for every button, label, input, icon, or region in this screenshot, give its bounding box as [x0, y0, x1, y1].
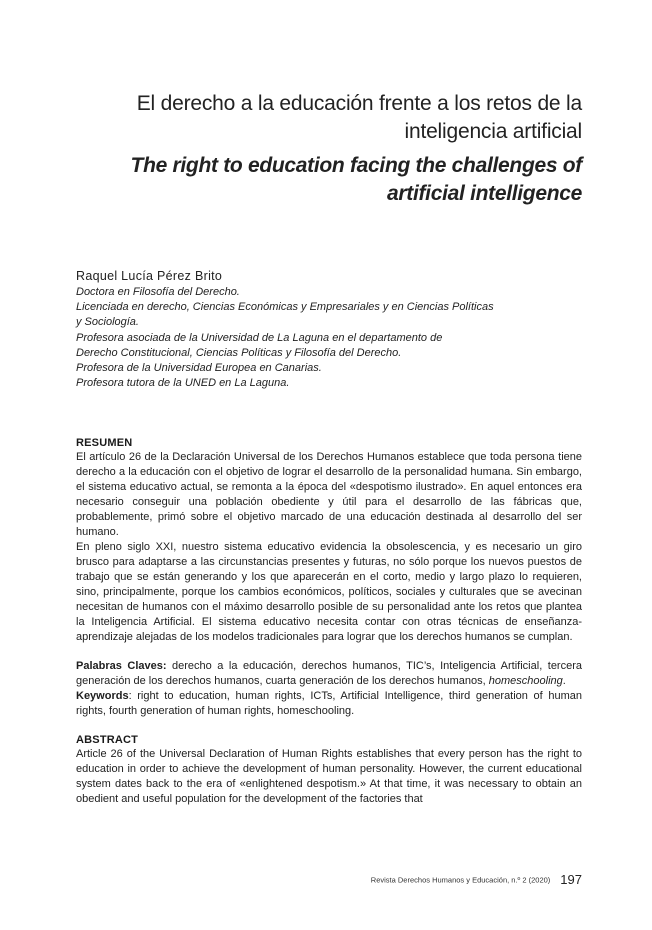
title-english-line-2: artificial intelligence	[387, 182, 582, 205]
palabras-claves-italic: homeschooling	[488, 675, 563, 687]
palabras-claves	[76, 659, 582, 689]
keywords-label: Keywords	[76, 690, 129, 702]
title-spanish-line-1: El derecho a la educación frente a los retos de la	[136, 92, 582, 115]
author-affiliation: Profesora de la Universidad Europea en Canarias.	[76, 362, 322, 375]
title-english-line-1: The right to education facing the challenges of	[130, 154, 582, 177]
page-number: 197	[560, 872, 582, 888]
abstract-heading: ABSTRACT	[76, 734, 139, 746]
author-affiliation: Derecho Constitucional, Ciencias Políticas y Filosofía del Derecho.	[76, 346, 402, 359]
author-affiliation: Profesora tutora de la UNED en La Laguna.	[76, 377, 290, 390]
palabras-claves-end: .	[562, 675, 566, 687]
author-affiliation: Licenciada en derecho, Ciencias Económicas y Empresariales y en Ciencias Políticas	[76, 301, 494, 314]
author-block	[76, 268, 582, 391]
article-body	[76, 436, 582, 807]
title-english	[76, 152, 582, 208]
resumen-heading: RESUMEN	[76, 437, 133, 449]
journal-citation: Revista Derechos Humanos y Educación, n.º 2 (2020)	[370, 875, 551, 885]
abstract-paragraph: Article 26 of the Universal Declaration of Human Rights establishes that every person has the right to education in order to achieve the development of human personality. However, the current educational system dates back to the era of «enlightened despotism.» At that time, it was necessary to obtain an obedient and useful population for the development of the factories that	[76, 748, 582, 805]
palabras-claves-label: Palabras Claves:	[76, 660, 167, 672]
palabras-claves-text: derecho a la educación, derechos humanos, TIC’s, Inteligencia Artificial, tercera generación de los derechos humanos, cuarta generación de los derechos humanos,	[76, 660, 582, 687]
author-name: Raquel Lucía Pérez Brito	[76, 269, 223, 283]
keywords	[76, 689, 582, 719]
author-affiliation: Profesora asociada de la Universidad de La Laguna en el departamento de	[76, 331, 443, 344]
author-affiliation: Doctora en Filosofía del Derecho.	[76, 286, 240, 298]
resumen-paragraph: En pleno siglo XXI, nuestro sistema educativo evidencia la obsolescencia, y es necesario un giro brusco para adaptarse a las circunstancias presentes y futuras, no sólo porque los nuevos puestos de trabajo que se están generando y los que aparecerán en el corto, medio y largo plazo lo requieren, sino, principalmente, porque los cambios económicos, políticos, sociales y culturales que se avecinan necesitan de humanos con el máximo desarrollo posible de su personalidad ante los retos que plantea la Inteligencia Artificial. El sistema educativo necesita contar con otras técnicas de enseñanza-aprendizaje alejadas de los modelos tradicionales para lograr que los derechos humanos se cumplan.	[76, 541, 582, 643]
title-block	[76, 90, 582, 208]
title-spanish-line-2: inteligencia artificial	[404, 120, 582, 143]
page-footer	[300, 871, 582, 889]
title-spanish	[76, 90, 582, 146]
author-affiliation: y Sociología.	[76, 316, 139, 329]
resumen-paragraph: El artículo 26 de la Declaración Universal de los Derechos Humanos establece que toda persona tiene derecho a la educación con el objetivo de lograr el desarrollo de la personalidad humana. Sin embargo, el sistema educativo actual, se remonta a la época del «despotismo ilustrado». En aquel entonces era necesario conseguir una población obediente y útil para el desarrollo de las fábricas que, probablemente, primó sobre el objetivo marcado de una educación destinada al desarrollo del ser humano.	[76, 451, 582, 538]
keywords-text: : right to education, human rights, ICTs, Artificial Intelligence, third generation of human rights, fourth generation of human rights, homeschooling.	[76, 690, 582, 717]
